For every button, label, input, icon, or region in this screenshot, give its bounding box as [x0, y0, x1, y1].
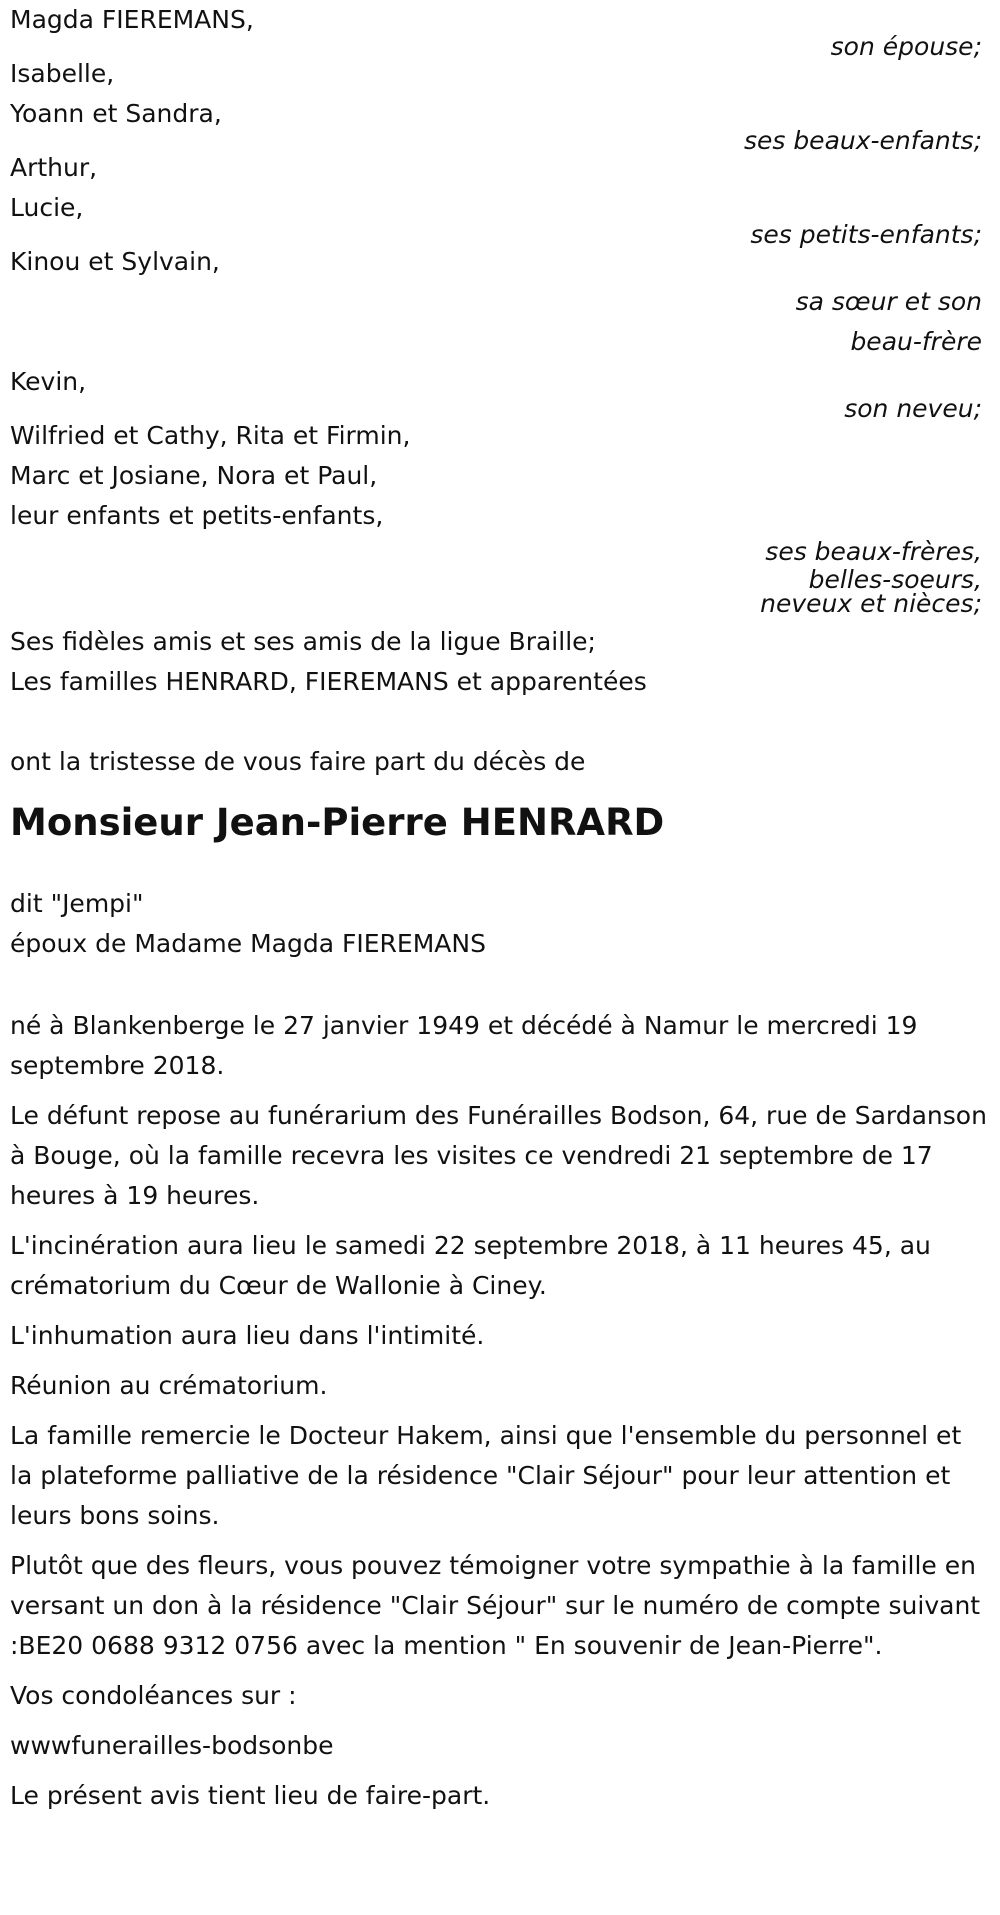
mourners-line: Les familles HENRARD, FIEREMANS et apparentées [10, 667, 647, 696]
family-relation: beau-frère [850, 327, 982, 356]
birth-death-paragraph: né à Blankenberge le 27 janvier 1949 et décédé à Namur le mercredi 19 septembre 2018. [10, 1011, 918, 1080]
family-relation: ses petits-enfants; [750, 220, 982, 249]
donation-paragraph: Plutôt que des fleurs, vous pouvez témoigner votre sympathie à la famille en versant un don à la résidence "Clair Séjour" sur le numéro de compte suivant :BE20 0688 9312 0756 avec la mention " En souvenir de Jean-Pierre". [10, 1551, 981, 1660]
funerarium-paragraph: Le défunt repose au funérarium des Funérailles Bodson, 64, rue de Sardanson à Bouge, où la famille recevra les visites ce vendredi 21 septembre de 17 heures à 19 heures. [10, 1101, 987, 1210]
family-member: Isabelle, [10, 59, 115, 88]
deceased-nickname: dit "Jempi" [10, 889, 144, 918]
family-member: Arthur, [10, 153, 98, 182]
notice-footer: Le présent avis tient lieu de faire-part. [10, 1781, 491, 1810]
family-relation: son neveu; [844, 394, 982, 423]
family-relation: ses beaux-enfants; [743, 126, 982, 155]
condolences-website: wwwfunerailles-bodsonbe [10, 1731, 334, 1760]
family-member: Lucie, [10, 193, 84, 222]
family-relation: sa sœur et son [795, 287, 982, 316]
family-relation: ses beaux-frères, [765, 537, 982, 566]
family-group-stepchildren [10, 54, 990, 161]
cremation-paragraph: L'incinération aura lieu le samedi 22 septembre 2018, à 11 heures 45, au crématorium du Cœur de Wallonie à Ciney. [10, 1231, 931, 1300]
family-group-in-laws [10, 416, 990, 616]
family-member: leur enfants et petits-enfants, [10, 501, 384, 530]
family-relation: son épouse; [830, 32, 982, 61]
announcement-text: ont la tristesse de vous faire part du décès de [10, 747, 586, 776]
deceased-name: Monsieur Jean-Pierre HENRARD [10, 801, 665, 844]
deceased-spouse: époux de Madame Magda FIEREMANS [10, 929, 486, 958]
other-mourners [10, 622, 990, 702]
mourners-line: Ses fidèles amis et ses amis de la ligue Braille; [10, 627, 596, 656]
condolences-label: Vos condoléances sur : [10, 1681, 297, 1710]
family-relation: belles-soeurs, [808, 565, 982, 594]
family-member: Yoann et Sandra, [10, 99, 222, 128]
family-member: Wilfried et Cathy, Rita et Firmin, [10, 421, 411, 450]
thanks-paragraph: La famille remercie le Docteur Hakem, ainsi que l'ensemble du personnel et la plateforme palliative de la résidence "Clair Séjour" pour leur attention et leurs bons soins. [10, 1421, 962, 1530]
burial-paragraph: L'inhumation aura lieu dans l'intimité. [10, 1321, 485, 1350]
family-relation: neveux et nièces; [760, 589, 982, 618]
family-member: Marc et Josiane, Nora et Paul, [10, 461, 378, 490]
family-member: Kevin, [10, 367, 87, 396]
family-group-sister [10, 242, 990, 362]
family-member: Magda FIEREMANS, [10, 5, 254, 34]
family-member: Kinou et Sylvain, [10, 247, 220, 276]
meeting-paragraph: Réunion au crématorium. [10, 1371, 328, 1400]
family-group-grandchildren [10, 148, 990, 255]
